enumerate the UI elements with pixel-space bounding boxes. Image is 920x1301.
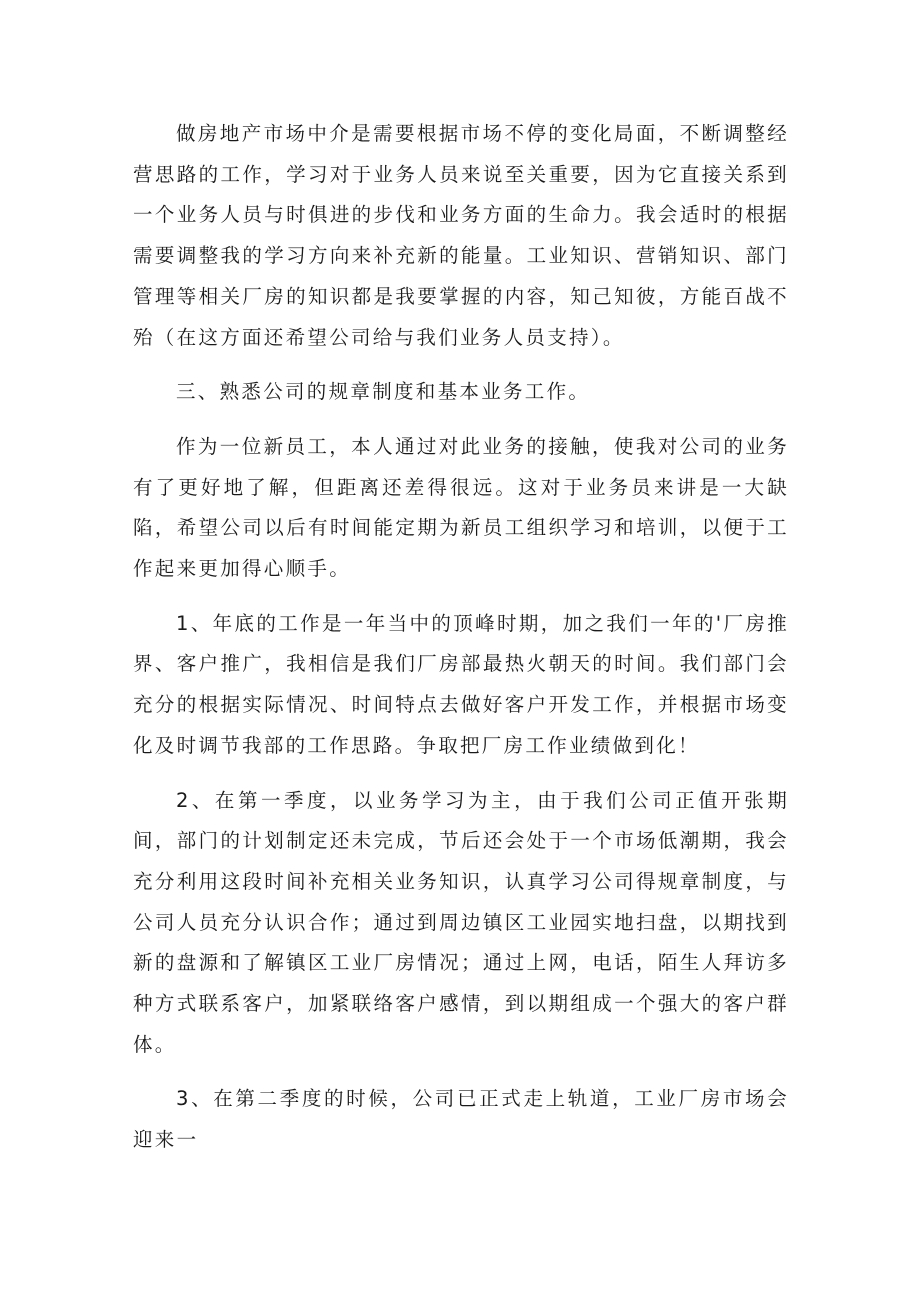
document-body	[133, 114, 789, 1175]
paragraph-item-3: 3、在第二季度的时候，公司已正式走上轨道，工业厂房市场会迎来一	[133, 1087, 789, 1152]
paragraph-item-2: 2、在第一季度，以业务学习为主，由于我们公司正值开张期间，部门的计划制定还未完成，节后还会处于一个市场低潮期，我会充分利用这段时间补充相关业务知识，认真学习公司得规章制度，与公司人员充分认识合作；通过到周边镇区工业园实地扫盘，以期找到新的盘源和了解镇区工业厂房情况；通过上网，电话，陌生人拜访多种方式联系客户，加紧联络客户感情，到以期组成一个强大的客户群体。	[133, 788, 789, 1056]
section-heading-three: 三、熟悉公司的规章制度和基本业务工作。	[176, 380, 591, 404]
paragraph-learning: 做房地产市场中介是需要根据市场不停的变化局面，不断调整经营思路的工作，学习对于业务人员来说至关重要，因为它直接关系到一个业务人员与时俱进的步伐和业务方面的生命力。我会适时的根据需要调整我的学习方向来补充新的能量。工业知识、营销知识、部门管理等相关厂房的知识都是我要掌握的内容，知己知彼，方能百战不殆（在这方面还希望公司给与我们业务人员支持）。	[133, 122, 789, 349]
paragraph-new-employee: 作为一位新员工，本人通过对此业务的接触，使我对公司的业务有了更好地了解，但距离还差得很远。这对于业务员来讲是一大缺陷，希望公司以后有时间能定期为新员工组织学习和培训，以便于工作起来更加得心顺手。	[133, 434, 789, 581]
paragraph-item-1: 1、年底的工作是一年当中的顶峰时期，加之我们一年的'厂房推界、客户推广，我相信是我们厂房部最热火朝天的时间。我们部门会充分的根据实际情况、时间特点去做好客户开发工作，并根据市场变化及时调节我部的工作思路。争取把厂房工作业绩做到化！	[133, 611, 789, 757]
